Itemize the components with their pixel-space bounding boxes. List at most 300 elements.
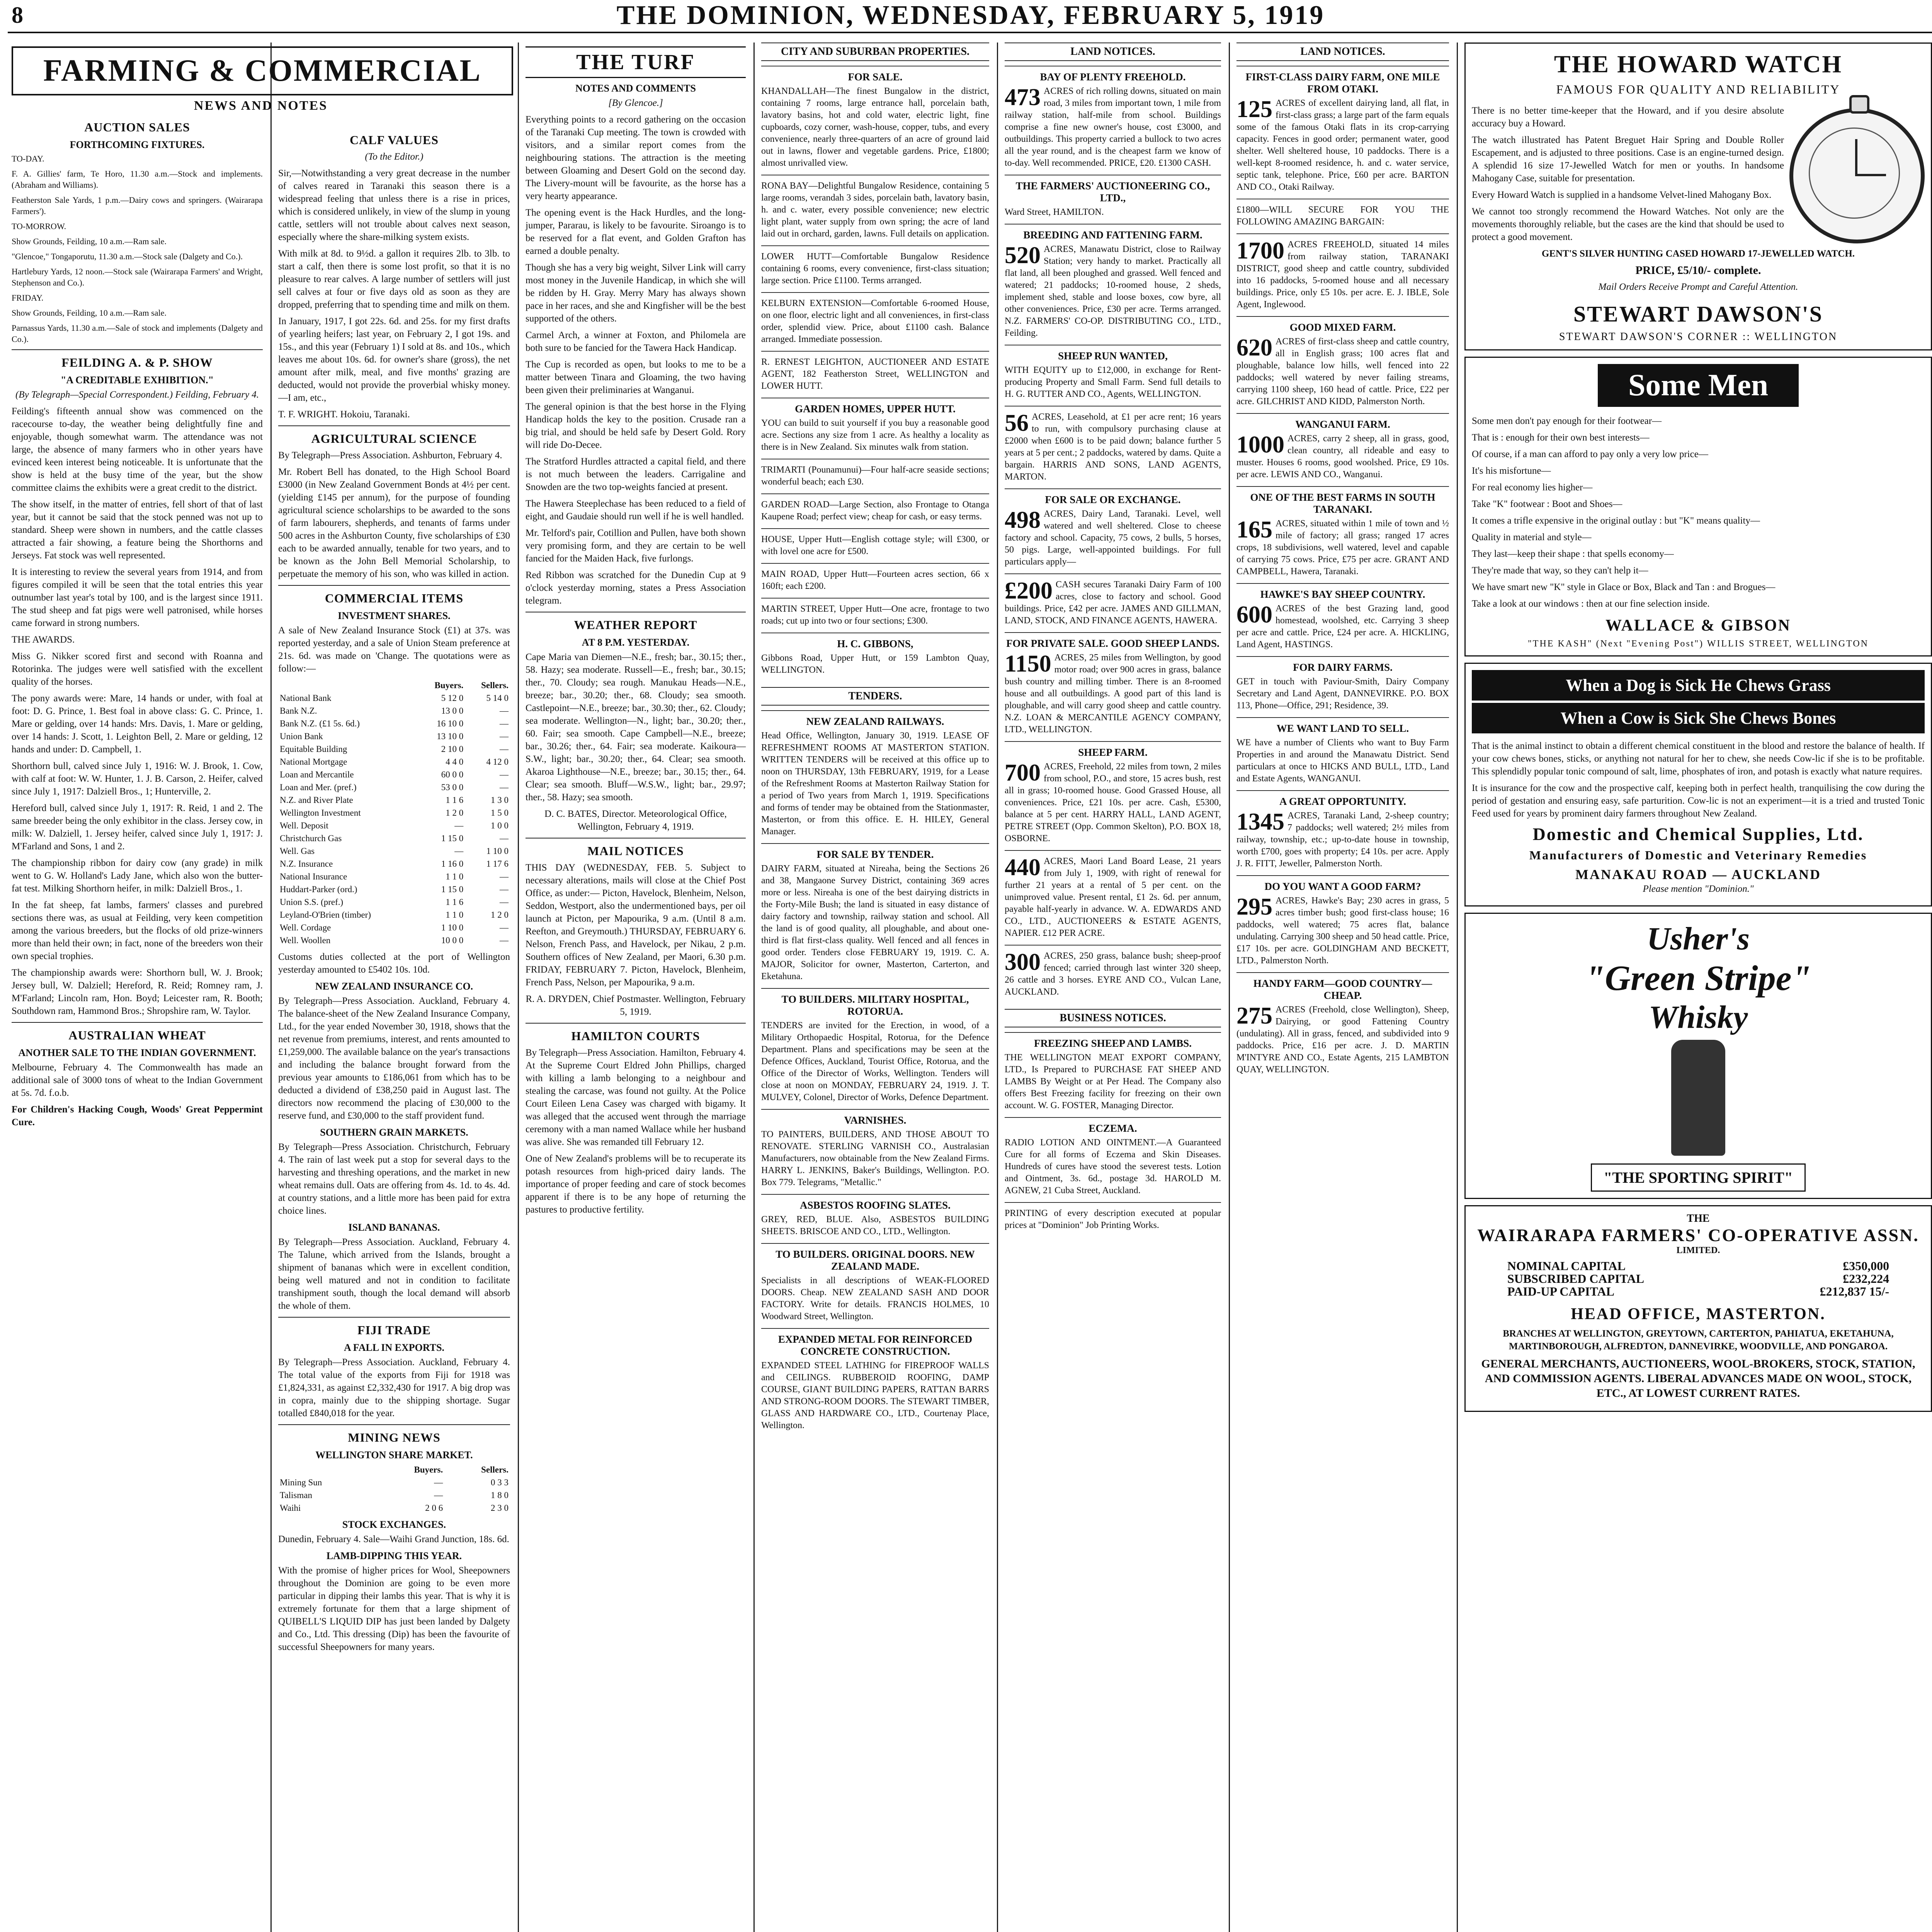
ad-heading: HANDY FARM—GOOD COUNTRY—CHEAP. bbox=[1253, 978, 1432, 1001]
table-cell: — bbox=[500, 923, 509, 932]
mail-heading: MAIL NOTICES bbox=[587, 844, 684, 858]
classified-ad bbox=[761, 1243, 989, 1328]
table-cell: Mining Sun bbox=[280, 1478, 322, 1487]
paragraph: TO-MORROW. bbox=[12, 221, 66, 231]
agri-science-article bbox=[278, 449, 510, 580]
table-cell: — bbox=[454, 846, 464, 856]
table-cell: — bbox=[454, 821, 464, 830]
ad-text: EXPANDED STEEL LATHING for FIREPROOF WALLS and CEILINGS. RUBBEROID ROOFING, DAMP COURSE, GIANT BUILDING PAPERS, RATTAN BARRS AND STRONG-ROOM DOORS. The STEWART TIMBER, GLASS AND HARDWARE CO., LTD., Courtenay Place, Wellington. bbox=[761, 1361, 989, 1430]
wfca-branches: BRANCHES AT WELLINGTON, GREYTOWN, CARTERTON, PAHIATUA, EKETAHUNA, MARTINBOROUGH, ALFREDTON, DANNEVIRKE, WOODVILLE, AND PONGAROA. bbox=[1503, 1328, 1894, 1352]
paragraph: They're made that way, so they can't help it— bbox=[1472, 565, 1648, 576]
classified-ad bbox=[1005, 406, 1221, 488]
paragraph: The championship ribbon for dairy cow (any grade) in milk went to G. W. Holland's Lady Jane, which also won the butter-fat test. Milking Shorthorn heifer, in milk: Dalziell Bros., 1. bbox=[12, 858, 263, 894]
ad-acreage: 295 bbox=[1236, 894, 1272, 920]
column-turf bbox=[526, 43, 746, 1932]
ad-text: ACRES, Hawke's Bay; 230 acres in grass, 5 acres timber bush; good first-class house; 16 paddocks, well watered; 75 acres flat, balance undulating. Carrying 300 sheep and 50 head cattle. Price, £17 10s. per acre. GOLDINGHAM AND BECKETT, LTD., Palmerston North. bbox=[1236, 896, 1449, 966]
nz-insurance-heading: NEW ZEALAND INSURANCE CO. bbox=[315, 981, 473, 992]
ad-body bbox=[1005, 243, 1221, 339]
ad-text: CASH secures Taranaki Dairy Farm of 100 acres, close to factory and school. Good buildings. Price, £42 per acre. JAMES AND GILLMAN, LAND, STOCK, AND FINANCE AGENTS, HAWERA. bbox=[1005, 580, 1221, 626]
stewart-dawson-address: STEWART DAWSON'S CORNER :: WELLINGTON bbox=[1559, 331, 1838, 343]
table-cell: 13 0 0 bbox=[441, 706, 464, 716]
paragraph: Red Ribbon was scratched for the Dunedin Cup at 9 o'clock yesterday morning, states a Press Association telegram. bbox=[526, 570, 746, 606]
ad-heading: FOR DAIRY FARMS. bbox=[1293, 662, 1393, 673]
ad-acreage: 300 bbox=[1005, 949, 1041, 975]
ad-heading: HAWKE'S BAY SHEEP COUNTRY. bbox=[1260, 588, 1425, 600]
ad-text: ACRES of the best Grazing land, good homestead, woolshed, etc. Carrying 3 sheep per acre and cattle. Price, £24 per acre. A. HICKLING, Land Agent, HASTINGS. bbox=[1236, 604, 1449, 650]
table-cell: — bbox=[500, 884, 509, 894]
mention-dominion: Please mention "Dominion." bbox=[1643, 884, 1754, 894]
ad-text: Ward Street, HAMILTON. bbox=[1005, 207, 1104, 217]
ad-body bbox=[1236, 810, 1449, 870]
table-cell: PAID-UP CAPITAL bbox=[1507, 1284, 1614, 1298]
ad-heading: FREEZING SHEEP AND LAMBS. bbox=[1034, 1037, 1192, 1049]
ad-text: Gibbons Road, Upper Hutt, or 159 Lambton Quay, WELLINGTON. bbox=[761, 653, 989, 675]
ad-heading: FIRST-CLASS DAIRY FARM, ONE MILE FROM OTAKI. bbox=[1245, 71, 1440, 95]
ad-body bbox=[1005, 508, 1221, 568]
paragraph: FRIDAY. bbox=[12, 293, 44, 303]
ad-acreage: 700 bbox=[1005, 760, 1041, 786]
section-title: FARMING & COMMERCIAL bbox=[12, 46, 513, 95]
ad-acreage: 165 bbox=[1236, 517, 1272, 543]
ad-text: ACRES, 25 miles from Wellington, by good motor road; over 900 acres in grass, balance bush country and milling timber. There is an 8-roomed house and all outbuildings. A good part of this land is ploughable, and will carry good sheep and cattle country. N.Z. LOAN & MERCANTILE AGENCY COMPANY, LTD., WELLINGTON. bbox=[1005, 653, 1221, 735]
column-land-notices-2 bbox=[1236, 43, 1449, 1932]
ad-text: ACRES, situated within 1 mile of town and ½ mile of factory; all grass; ranged 17 acres crops, 18 subdivisions, well watered, level and capable of carrying 75 cows. Price, £75 per acre. GRANT AND CAMPBELL, Hawera, Taranaki. bbox=[1236, 519, 1449, 577]
table-cell: 1 10 0 bbox=[441, 923, 464, 932]
ad-body bbox=[1236, 676, 1449, 712]
ad-text: ACRES, Dairy Land, Taranaki. Level, well watered and well sheltered. Close to cheese factory and school. Capacity, 75 cows, 2 bulls, 5 horses, 50 pigs. Large, well-appointed buildings. For full particulars apply— bbox=[1005, 509, 1221, 567]
ad-text: ACRES FREEHOLD, situated 14 miles from railway station, TARANAKI DISTRICT, good sheep and cattle country, subdivided into 16 paddocks, 5-roomed house and all necessary buildings. Price, only £5 10s. per acre. E. J. IBLE, Sole Agent, Inglewood. bbox=[1236, 240, 1449, 310]
table-cell: Well. Deposit bbox=[280, 821, 328, 830]
ad-text: RADIO LOTION AND OINTMENT.—A Guaranteed Cure for all forms of Eczema and Skin Diseases. Hundreds of cures have stood the severest tests. Lotion and Ointment, 3s. 6d., postage 3d. HAROLD M. AGNEW, 21 Cuba Street, Auckland. bbox=[1005, 1138, 1221, 1196]
ad-body bbox=[1236, 737, 1449, 785]
table-row bbox=[278, 934, 510, 947]
table-cell: 4 12 0 bbox=[486, 757, 509, 767]
ad-heading: H. C. GIBBONS, bbox=[837, 638, 913, 650]
ad-heading: THE FARMERS' AUCTIONEERING CO., LTD., bbox=[1015, 180, 1210, 204]
classified-ad bbox=[1236, 656, 1449, 717]
classified-ad bbox=[1005, 850, 1221, 945]
paragraph: We have smart new "K" style in Glace or Box, Black and Tan : and Brogues— bbox=[1472, 582, 1776, 592]
ad-heading: EXPANDED METAL FOR REINFORCED CONCRETE CONSTRUCTION. bbox=[778, 1333, 973, 1357]
classified-ad bbox=[761, 1328, 989, 1437]
classified-ad bbox=[761, 988, 989, 1109]
classified-ad bbox=[761, 843, 989, 988]
table-cell: — bbox=[500, 833, 509, 843]
table-row bbox=[278, 896, 510, 908]
feilding-subheading: "A CREDITABLE EXHIBITION." bbox=[60, 374, 214, 386]
paragraph: F. A. Gillies' farm, Te Horo, 11.30 a.m.—Stock and implements. (Abraham and Williams). bbox=[12, 169, 263, 190]
ad-text: RONA BAY—Delightful Bungalow Residence, containing 5 large rooms, verandah 3 sides, porcelain bath, lavatory basin, h. and c. water, every possible convenience; new electric light plant, water supply from own spring; the acre of land laid out in orchard, garden, lawns. Full details on application. bbox=[761, 181, 989, 239]
lamb-dipping-heading: LAMB-DIPPING THIS YEAR. bbox=[326, 1550, 462, 1561]
table-cell: Well. Gas bbox=[280, 846, 315, 856]
ad-text: ACRES, Leasehold, at £1 per acre rent; 16 years to run, with compulsory purchasing clause at £2000 when £600 is to be paid down; balance further 5 years at 5 per cent.; 2 paddocks, watered by dams. Quite a bargain. HARRIS AND SONS, LAND AGENTS, MARTON. bbox=[1005, 412, 1221, 482]
classified-ad bbox=[1236, 790, 1449, 875]
ad-acreage: 275 bbox=[1236, 1003, 1272, 1029]
paragraph: Show Grounds, Feilding, 10 a.m.—Ram sale. bbox=[12, 308, 167, 318]
table-cell: — bbox=[500, 706, 509, 716]
table-cell: N.Z. and River Plate bbox=[280, 795, 353, 805]
ad-text: Specialists in all descriptions of WEAK-FLOORED DOORS. Cheap. NEW ZEALAND SASH AND DOOR FACTORY. Write for details. FRANCIS HOLMES, 10 Woodward Street, Wellington. bbox=[761, 1276, 989, 1321]
table-cell: 1 1 6 bbox=[446, 897, 464, 907]
tenders-heading: TENDERS. bbox=[761, 687, 989, 706]
classified-ad bbox=[761, 563, 989, 598]
table-cell: — bbox=[500, 719, 509, 728]
ad-text: DAIRY FARM, situated at Nireaha, being the Sections 26 and 38, Mangaone Survey District, containing 369 acres more or less. Nireaha is one of the best dairying districts in the Forty-Mile Bush; the land is situated in easy distance of dairy factory and township, railway station and school. All the land is of good quality, all ploughable, and about one-third is flat first-class quality. Well fenced and all fences in good order. Tenders close FEBRUARY 19, 1919. C. A. MAJOR, Solicitor for owner, Masterton, Carterton, and Eketahuna. bbox=[761, 864, 989, 981]
commercial-heading: COMMERCIAL ITEMS bbox=[325, 591, 464, 605]
cow-bones-line: When a Cow is Sick She Chews Bones bbox=[1472, 703, 1925, 733]
weather-signature: D. C. BATES, Director. Meteorological Office, Wellington, February 4, 1919. bbox=[544, 809, 727, 832]
table-cell: 1 17 6 bbox=[486, 859, 509, 869]
city-properties-heading: CITY AND SUBURBAN PROPERTIES. bbox=[761, 43, 989, 61]
paragraph: Hartlebury Yards, 12 noon.—Stock sale (Wairarapa Farmers' and Wright, Stephenson and Co.). bbox=[12, 267, 263, 287]
paragraph: The show itself, in the matter of entries, fell short of that of last year, but it cannot be said that the stock penned was not up to standard. Sheep were shown in numbers, and the cattle classes attracted a fair showing, a feature being the Shorthorns and Jerseys. Fat stock was well represented. bbox=[12, 499, 263, 561]
ad-heading: BAY OF PLENTY FREEHOLD. bbox=[1040, 71, 1186, 83]
ad-body bbox=[1005, 761, 1221, 845]
classified-ad bbox=[1236, 583, 1449, 656]
paragraph: The Cup is recorded as open, but looks to me to be a matter between Tinara and Gloaming, the two having been given their preliminaries at Wanganui. bbox=[526, 359, 746, 395]
paragraph: Though she has a very big weight, Silver Link will carry most money in the Juvenile Handicap, in which she will be ridden by H. Gray. Merry Mary has always shown pace in her races, and she and Kingfisher will be the best supported of the others. bbox=[526, 262, 746, 324]
classified-ad bbox=[1236, 316, 1449, 413]
some-men-ad bbox=[1464, 357, 1932, 656]
table-cell: 1 3 0 bbox=[491, 795, 509, 805]
ad-text: MARTIN STREET, Upper Hutt—One acre, frontage to two roads; cut up into two or four sections; £300. bbox=[761, 604, 989, 626]
auction-heading: AUCTION SALES bbox=[84, 120, 190, 134]
ad-body bbox=[761, 464, 989, 488]
classified-ad bbox=[1005, 1032, 1221, 1117]
table-row bbox=[278, 832, 510, 845]
stock-exchange-article: Dunedin, February 4. Sale—Waihi Grand Junction, 18s. 6d. bbox=[278, 1534, 509, 1544]
column-divider bbox=[997, 43, 998, 1932]
howard-watch-caption: GENT'S SILVER HUNTING CASED HOWARD 17-JEWELLED WATCH. bbox=[1541, 248, 1855, 259]
shares-table bbox=[278, 679, 510, 947]
classified-ad bbox=[1236, 413, 1449, 486]
classified-ad bbox=[761, 528, 989, 563]
ad-body bbox=[1005, 579, 1221, 627]
table-cell: 0 3 3 bbox=[491, 1478, 509, 1487]
howard-watch-subtitle: FAMOUS FOR QUALITY AND RELIABILITY bbox=[1556, 82, 1840, 96]
ad-body bbox=[1236, 239, 1449, 311]
ad-body bbox=[761, 298, 989, 345]
table-row bbox=[278, 921, 510, 934]
business-ads bbox=[1005, 1032, 1221, 1237]
auction-subheading: FORTHCOMING FIXTURES. bbox=[70, 139, 205, 150]
ad-body bbox=[761, 652, 989, 676]
classified-ad bbox=[761, 66, 989, 175]
table-cell: 5 12 0 bbox=[441, 693, 464, 703]
ad-body bbox=[1005, 1137, 1221, 1197]
wfca-limited: LIMITED. bbox=[1676, 1245, 1720, 1255]
table-cell: — bbox=[500, 731, 509, 741]
grain-article: By Telegraph—Press Association. Christchurch, February 4. The rain of last week put a stop for several days to the harvesting and threshing operations, and the market in new wheat remains dull. Oats are offering from 4s. 1d. to 4s. 4d. at country stations, and a little more has been paid for extra choice lines. bbox=[278, 1142, 510, 1216]
table-cell: Loan and Mer. (pref.) bbox=[280, 782, 357, 792]
table-cell: Union Bank bbox=[280, 731, 323, 741]
table-cell: — bbox=[434, 1490, 443, 1500]
table-header-cell: Buyers. bbox=[414, 1465, 443, 1475]
ad-acreage: 1000 bbox=[1236, 432, 1284, 458]
paragraph: Sir,—Notwithstanding a very great decrease in the number of calves reared in Taranaki this season there is a widespread feeling that unless there is a rise in prices, which is considered unlikely, in view of the slump in young cattle, settlers will not trouble about calves next season, especially where the share-milking system exists. bbox=[278, 168, 510, 242]
ad-text: £1800—WILL SECURE FOR YOU THE FOLLOWING AMAZING BARGAIN: bbox=[1236, 205, 1449, 227]
domestic-chemical-address: MANAKAU ROAD — AUCKLAND bbox=[1575, 867, 1821, 882]
wallace-gibson-name: WALLACE & GIBSON bbox=[1605, 617, 1791, 634]
ad-text: MAIN ROAD, Upper Hutt—Fourteen acres section, 66 x 160ft; each £200. bbox=[761, 569, 989, 591]
ad-text: TENDERS are invited for the Erection, in wood, of a Military Orthopaedic Hospital, Rotorua, for the Defence Department. Plans and specifications may be seen at the Defence Offices, Auckland, Tourist Office, Rotorua, and the Office of the Director of Works, Wellington. Tenders will close at noon on MONDAY, FEBRUARY 24, 1919. J. T. MULVEY, Colonel, Director of Works, Defence Department. bbox=[761, 1020, 989, 1102]
ad-body bbox=[761, 603, 989, 627]
table-cell: 1 1 0 bbox=[446, 872, 464, 881]
ad-acreage: 1345 bbox=[1236, 809, 1284, 835]
classified-ad bbox=[761, 351, 989, 398]
classified-ad bbox=[761, 493, 989, 528]
ad-body bbox=[761, 863, 989, 983]
table-row bbox=[278, 819, 510, 832]
cow-lic-copy bbox=[1472, 740, 1925, 820]
calf-values-letter bbox=[278, 167, 510, 421]
table-cell: Equitable Building bbox=[280, 744, 347, 754]
ad-body bbox=[761, 356, 989, 392]
ad-text: HOUSE, Upper Hutt—English cottage style; will £300, or with lovel one acre for £500. bbox=[761, 534, 989, 556]
table-cell: 16 10 0 bbox=[437, 719, 464, 728]
land-notices-heading: LAND NOTICES. bbox=[1005, 43, 1221, 61]
ad-text: ACRES, Taranaki Land, 2-sheep country; 7 paddocks; well watered; 2½ miles from railway, township, etc.; up-to-date house in township, worth £700, goes with property; £4 10s. per acre. Apply J. R. FITT, Jeweller, Palmerston North. bbox=[1236, 811, 1449, 869]
lamb-dipping-article: With the promise of higher prices for Wool, Sheepowners throughout the Dominion are going to be even more particular in dipping their lambs this year. That is why it is extremely fortunate for them that a large shipment of QUIBELL'S LIQUID DIP has just been landed by Dalgety and Co., Ltd. This dressing (Dip) has been the favourite of successful Sheepowners for many years. bbox=[278, 1565, 510, 1652]
wfca-title: WAIRARAPA FARMERS' CO-OPERATIVE ASSN. bbox=[1477, 1225, 1919, 1245]
business-notices-heading: BUSINESS NOTICES. bbox=[1005, 1009, 1221, 1027]
ad-heading: FOR PRIVATE SALE. GOOD SHEEP LANDS. bbox=[1006, 638, 1219, 649]
ad-heading: SHEEP FARM. bbox=[1078, 747, 1148, 758]
ad-acreage: 125 bbox=[1236, 96, 1272, 122]
section-subtitle: NEWS AND NOTES bbox=[194, 99, 328, 113]
wfca-capital-table bbox=[1506, 1260, 1891, 1298]
paragraph: Mr. Robert Bell has donated, to the High School Board £3000 (in New Zealand Government Bonds at 4½ per cent. (yielding £145 per annum), for the purpose of founding agricultural science scholarships to be awarded to the sons of farm labourers, shepherds, and tenants of farms under 500 acres in the Ashburton County, five scholarships of £30 each to be awarded annually, tenable for two years, and to be known as the John Bell Memorial Scholarship, to perpetuate the memory of his son, who was killed in action. bbox=[278, 467, 510, 579]
table-row bbox=[278, 1489, 510, 1502]
mining-table bbox=[278, 1463, 510, 1514]
table-cell: Well. Woollen bbox=[280, 935, 331, 945]
paragraph: Mr. Telford's pair, Cotillion and Pullen, have both shown very promising form, and they are certain to be well fancied for the Maiden Hack, five furlongs. bbox=[526, 528, 746, 564]
ad-text: LOWER HUTT—Comfortable Bungalow Residence containing 6 rooms, every convenience, first-class situation; large section. Price £1100. Terms arranged. bbox=[761, 252, 989, 286]
land-ads-1 bbox=[1005, 66, 1221, 1003]
ad-body bbox=[761, 1360, 989, 1432]
paragraph: "Glencoe," Tongaporutu, 11.30 a.m.—Stock sale (Dalgety and Co.). bbox=[12, 252, 243, 261]
table-cell: 2 10 0 bbox=[441, 744, 464, 754]
paragraph: Miss G. Nikker scored first and second with Roanna and Rotorinka. The judges were well satisfied with the excellent quality of the horses. bbox=[12, 651, 263, 687]
column-commercial bbox=[278, 128, 510, 1932]
mail-signature: R. A. DRYDEN, Chief Postmaster. Wellington, February 5, 1919. bbox=[526, 994, 746, 1017]
table-cell: Leyland-O'Brien (timber) bbox=[280, 910, 371, 920]
table-row bbox=[278, 768, 510, 781]
classified-ad bbox=[761, 710, 989, 843]
howard-watch-ad bbox=[1464, 43, 1932, 350]
classified-ad bbox=[1005, 573, 1221, 632]
table-cell: 1 15 0 bbox=[441, 884, 464, 894]
classified-ad bbox=[1236, 233, 1449, 316]
table-cell: SUBSCRIBED CAPITAL bbox=[1507, 1272, 1645, 1286]
ad-body bbox=[761, 499, 989, 523]
ad-body bbox=[1005, 85, 1221, 169]
table-row bbox=[1506, 1260, 1891, 1272]
table-cell: — bbox=[500, 935, 509, 945]
classified-ad bbox=[1236, 875, 1449, 972]
ad-heading: SHEEP RUN WANTED, bbox=[1058, 350, 1168, 362]
ad-text: ACRES, Maori Land Board Lease, 21 years from July 1, 1909, with right of renewal for further 21 years at a rental of 5 per cent. on the unimproved value. Present rental, £1 2s. 6d. per annum, payable half-yearly in advance. W. A. EDWARDS AND CO., LTD., AUCTIONEERS & ESTATE AGENTS, NAPIER. £12 PER ACRE. bbox=[1005, 856, 1221, 938]
newspaper-title: THE DOMINION, WEDNESDAY, FEBRUARY 5, 1919 bbox=[616, 0, 1325, 30]
ad-body bbox=[1005, 206, 1221, 218]
table-header-cell: Sellers. bbox=[481, 1465, 509, 1475]
paragraph: THE AWARDS. bbox=[12, 634, 75, 645]
table-cell: Waihi bbox=[280, 1503, 301, 1513]
table-cell: N.Z. Insurance bbox=[280, 859, 333, 869]
ad-acreage: 56 bbox=[1005, 410, 1029, 436]
table-row bbox=[278, 692, 510, 704]
classified-ad bbox=[761, 598, 989, 633]
ad-acreage: 1150 bbox=[1005, 651, 1051, 677]
classified-ad bbox=[1005, 345, 1221, 406]
ad-body bbox=[1005, 652, 1221, 736]
cow-lic-ad bbox=[1464, 663, 1932, 906]
column-divider bbox=[1457, 43, 1458, 1932]
column-divider bbox=[1229, 43, 1230, 1932]
weather-heading: WEATHER REPORT bbox=[574, 618, 697, 632]
classified-ad bbox=[761, 633, 989, 682]
classified-ad bbox=[761, 175, 989, 245]
ad-text: WE have a number of Clients who want to Buy Farm Properties in and around the Manawatu District. Send particulars at once to HICKS AND BULL, LTD., Land and Estate Agents, WANGANUI. bbox=[1236, 738, 1449, 784]
ad-text: Head Office, Wellington, January 30, 1919. LEASE OF REFRESHMENT ROOMS AT MASTERTON STATION. WRITTEN TENDERS will be received at this office up to noon on THURSDAY, 13th FEBRUARY, 1919, for a Lease of the Refreshment Rooms at Masterton Railway Station for a period of Two years from March 1, 1919. Specifications and forms of tender may be obtained from the Stationmaster, Masterton, or from this office. E. H. HILEY, General Manager. bbox=[761, 731, 989, 837]
table-cell: 1 2 0 bbox=[446, 808, 464, 818]
ad-text: TO PAINTERS, BUILDERS, AND THOSE ABOUT TO RENOVATE. STERLING VARNISH CO., Australasian Manufacturers, now obtainable from the New Zealand Firms. HARRY L. JENKINS, Baker's Buildings, Wellington. P.O. Box 779. Telegrams, "Metallic." bbox=[761, 1129, 989, 1187]
ad-acreage: 600 bbox=[1236, 602, 1272, 628]
table-cell: — bbox=[500, 897, 509, 907]
table-row bbox=[278, 794, 510, 806]
classified-ad bbox=[761, 245, 989, 292]
ad-body bbox=[1236, 518, 1449, 578]
ad-text: R. ERNEST LEIGHTON, AUCTIONEER AND ESTATE AGENT, 182 Featherston Street, WELLINGTON and LOWER HUTT. bbox=[761, 357, 989, 391]
table-cell: National Bank bbox=[280, 693, 332, 703]
grain-heading: SOUTHERN GRAIN MARKETS. bbox=[320, 1127, 468, 1138]
land-notices-heading-2: LAND NOTICES. bbox=[1236, 43, 1449, 61]
paragraph: Featherston Sale Yards, 1 p.m.—Dairy cows and springers. (Wairarapa Farmers'). bbox=[12, 195, 263, 216]
table-header-cell: Buyers. bbox=[434, 680, 464, 690]
ad-body bbox=[761, 251, 989, 287]
table-cell: Wellington Investment bbox=[280, 808, 361, 818]
ad-heading: ASBESTOS ROOFING SLATES. bbox=[800, 1199, 951, 1211]
table-cell: Union S.S. (pref.) bbox=[280, 897, 344, 907]
mail-notices: THIS DAY (WEDNESDAY, FEB. 5. Subject to necessary alterations, mails will close at the Chief Post Office, as under:— Picton, Havelock, Blenheim, Nelson, Seddon, Westport, also the undermentioned bays, per oil launch at Picton, per Mapourika, 9 a.m. (Until 8 a.m. Reefton, and Greymouth.) THURSDAY, FEBRUARY 6. Nelson, French Pass, and Havelock, per Nikau, 2 p.m. Southern offices of New Zealand, per Maori, 6.30 p.m. FRIDAY, FEBRUARY 7. Picton, Havelock, Blenheim, French Pass, Nelson, per Mapourika, 9 a.m. bbox=[526, 862, 746, 988]
stock-exchange-heading: STOCK EXCHANGES. bbox=[342, 1519, 446, 1530]
ad-body bbox=[761, 730, 989, 838]
paragraph: Take a look at our windows : then at our fine selection inside. bbox=[1472, 599, 1710, 609]
table-row bbox=[278, 1502, 510, 1514]
table-cell: £350,000 bbox=[1843, 1259, 1889, 1273]
ad-text: ACRES, Freehold, 22 miles from town, 2 miles from school, P.O., and store, 15 acres bush, rest all in grass; 10-roomed house. Good Grassed House, all conveniences. Price, £21 10s. per acre. Cash, £5300, balance at 5 per cent. HARRY HALL, LAND AGENT, PETRE STREET (Opp. Common Skelton), P.O. BOX 18, OSBORNE. bbox=[1005, 762, 1221, 844]
domestic-chemical-sub: Manufacturers of Domestic and Veterinary Remedies bbox=[1529, 848, 1867, 862]
ad-body bbox=[1236, 1004, 1449, 1076]
ad-text: ACRES, carry 2 sheep, all in grass, good, clean country, all rideable and easy to muster. Houses 6 rooms, good woolshed. Price, £9 10s. per acre. LEWIS AND CO., Wanganui. bbox=[1236, 434, 1449, 480]
ad-body bbox=[1005, 950, 1221, 998]
shares-heading: INVESTMENT SHARES. bbox=[338, 610, 451, 621]
nz-insurance-article: By Telegraph—Press Association. Auckland, February 4. The balance-sheet of the New Zealand Insurance Company, Ltd., for the year ended November 30, 1918, shows that the net revenue from premiums, interest, and rents amounted to £1,259,000. The available balance on the year's transactions and including the balance brought forward from the previous year amounts to £186,061 from which has to be deducted a dividend of £38,250 paid in August last. The directors now recommend the placing of £30,000 to the reserve fund, and £30,000 to the staff provident fund. bbox=[278, 996, 510, 1121]
paragraph: It is insurance for the cow and the prospective calf, keeping both in perfect health, tranquilising the cow during the period of gestation and ensuring easy, safe parturition. Cow-lic is not an experiment—it is a tried and trusted Tonic Feed used for years by prominent dairy farmers throughout New Zealand. bbox=[1472, 783, 1925, 819]
ad-heading: FOR SALE BY TENDER. bbox=[816, 849, 934, 860]
ad-heading: WE WANT LAND TO SELL. bbox=[1276, 723, 1409, 734]
table-cell: 1 0 0 bbox=[491, 821, 509, 830]
mining-subheading: WELLINGTON SHARE MARKET. bbox=[315, 1449, 473, 1461]
table-header-cell: Sellers. bbox=[481, 680, 509, 690]
ad-heading: BREEDING AND FATTENING FARM. bbox=[1023, 229, 1202, 241]
table-cell: 1 2 0 bbox=[491, 910, 509, 920]
table-cell: Talisman bbox=[280, 1490, 312, 1500]
ad-body bbox=[761, 1275, 989, 1323]
table-row bbox=[278, 870, 510, 883]
hamilton-heading: HAMILTON COURTS bbox=[571, 1029, 700, 1043]
ad-heading: FOR SALE OR EXCHANGE. bbox=[1045, 494, 1181, 505]
table-cell: 53 0 0 bbox=[441, 782, 464, 792]
ad-acreage: £200 bbox=[1005, 578, 1053, 604]
table-cell: 1 10 0 bbox=[486, 846, 509, 856]
classified-ad bbox=[1236, 972, 1449, 1081]
table-cell: 2 3 0 bbox=[491, 1503, 509, 1513]
paragraph: The Stratford Hurdles attracted a capital field, and there is not much between the leaders. Carrigaline and Snowden are the two top-weights fancied at present. bbox=[526, 456, 746, 492]
ad-heading: DO YOU WANT A GOOD FARM? bbox=[1264, 881, 1421, 892]
ad-body bbox=[1236, 895, 1449, 967]
ad-body bbox=[1236, 97, 1449, 193]
ad-body bbox=[761, 1020, 989, 1104]
table-cell: 1 16 0 bbox=[441, 859, 464, 869]
domestic-chemical-name: Domestic and Chemical Supplies, Ltd. bbox=[1532, 824, 1864, 844]
ad-text: THE WELLINGTON MEAT EXPORT COMPANY, LTD., Is Prepared to PURCHASE FAT SHEEP AND LAMBS By Weight or at Per Head. The Company also offers Best Freezing facility for freezing on their own account. W. G. FOSTER, Managing Director. bbox=[1005, 1053, 1221, 1111]
paragraph: It comes a trifle expensive in the original outlay : but "K" means quality— bbox=[1472, 515, 1760, 526]
city-property-ads bbox=[761, 66, 989, 682]
sporting-spirit-tagline: "THE SPORTING SPIRIT" bbox=[1591, 1163, 1806, 1192]
some-men-copy bbox=[1472, 415, 1925, 610]
ad-body bbox=[1236, 204, 1449, 228]
paragraph: With milk at 8d. to 9½d. a gallon it requires 2lb. to 3lb. to start a calf, then there is some lost profit, so that it is no pleasure to rear calves. A large number of settlers will just sell calves at four or five days old as soon as they are dropped, preferring that to spending time and milk on them. bbox=[278, 248, 510, 310]
ushers-whisky-ad bbox=[1464, 913, 1932, 1199]
classified-ad bbox=[1005, 224, 1221, 345]
ushers-brand: Usher's bbox=[1646, 921, 1750, 957]
wheat-article: Melbourne, February 4. The Commonwealth has made an additional sale of 3000 tons of wheat to the Indian Government at 5s. 7d. f.o.b. bbox=[12, 1062, 263, 1098]
table-cell: Bank N.Z. bbox=[280, 706, 317, 716]
wfca-the: THE bbox=[1687, 1213, 1710, 1225]
wfca-head-office: HEAD OFFICE, MASTERTON. bbox=[1571, 1305, 1826, 1323]
paragraph: Every Howard Watch is supplied in a handsome Velvet-lined Mahogany Box. bbox=[1472, 190, 1772, 200]
paragraph: That is the animal instinct to obtain a different chemical constituent in the blood and restore the balance of health. If your cow chews bones, sticks, or anything not natural for her to chew, she needs Cow-lic if she is to be profitable. This splendidly popular tonic compound of salt, lime, phosphates of iron, and potash is exactly what nature requires. bbox=[1472, 741, 1925, 777]
table-cell: Bank N.Z. (£1 5s. 6d.) bbox=[280, 719, 360, 728]
table-header-cell bbox=[278, 679, 418, 692]
ad-text: ACRES of excellent dairying land, all flat, in first-class grass; a large part of the farm equals some of the famous Otaki flats in its crop-carrying capacity. Fences in good order; permanent water, good shelter. Well sheltered house, 10 paddocks. There is a well-kept 8-roomed residence, h. and c. water service, septic tank, telephone. Price, £60 per acre. BARTON AND CO., Otaki Railway. bbox=[1236, 98, 1449, 192]
table-cell: 10 0 0 bbox=[441, 935, 464, 945]
table-row bbox=[278, 717, 510, 730]
table-row bbox=[278, 781, 510, 794]
column-divider bbox=[270, 43, 272, 1932]
paragraph: The championship awards were: Shorthorn bull, W. J. Brook; Jersey bull, W. Dalziell; Hereford, R. Reid; Romney ram, J. M'Farland; Lincoln ram, Hon. Boyd; Leicester ram, R. Booth; Southdown ram, Hammond Bros.; Shropshire ram, W. Taylor. bbox=[12, 968, 263, 1016]
paragraph: In January, 1917, I got 22s. 6d. and 25s. for my first drafts of yearling heifers; last year, on February 2, I got 19s. and 15s., and this year (February 1) I sold at 8s. and 10s., which leaves me about 10s. 6d. for owner's share (gross), the net amount after milk, meal, and five months' grazing are deducted, would not provide the proverbial whisky money.—I am, etc., bbox=[278, 316, 510, 403]
pocket-watch-icon bbox=[1789, 108, 1925, 243]
paragraph: Some men don't pay enough for their footwear— bbox=[1472, 416, 1662, 426]
table-cell: — bbox=[434, 1478, 443, 1487]
paragraph: By Telegraph—Press Association. Ashburton, February 4. bbox=[278, 450, 502, 461]
paragraph: Parnassus Yards, 11.30 a.m.—Sale of stock and implements (Dalgety and Co.). bbox=[12, 323, 263, 344]
paragraph: T. F. WRIGHT. Hokoiu, Taranaki. bbox=[278, 409, 410, 420]
calf-values-heading: CALF VALUES bbox=[349, 133, 439, 147]
masthead bbox=[0, 0, 1932, 35]
wheat-subheading: ANOTHER SALE TO THE INDIAN GOVERNMENT. bbox=[18, 1047, 256, 1058]
table-cell: 1 8 0 bbox=[491, 1490, 509, 1500]
paragraph: Carmel Arch, a winner at Foxton, and Philomela are both sure to be fancied for the Tawera Hack Handicap. bbox=[526, 330, 746, 353]
classified-ad bbox=[761, 292, 989, 351]
fiji-heading: FIJI TRADE bbox=[357, 1323, 431, 1337]
ad-heading: FOR SALE. bbox=[848, 71, 903, 83]
table-row bbox=[278, 908, 510, 921]
paragraph: Take "K" footwear : Boot and Shoes— bbox=[1472, 499, 1622, 509]
ad-heading: WANGANUI FARM. bbox=[1295, 418, 1390, 430]
